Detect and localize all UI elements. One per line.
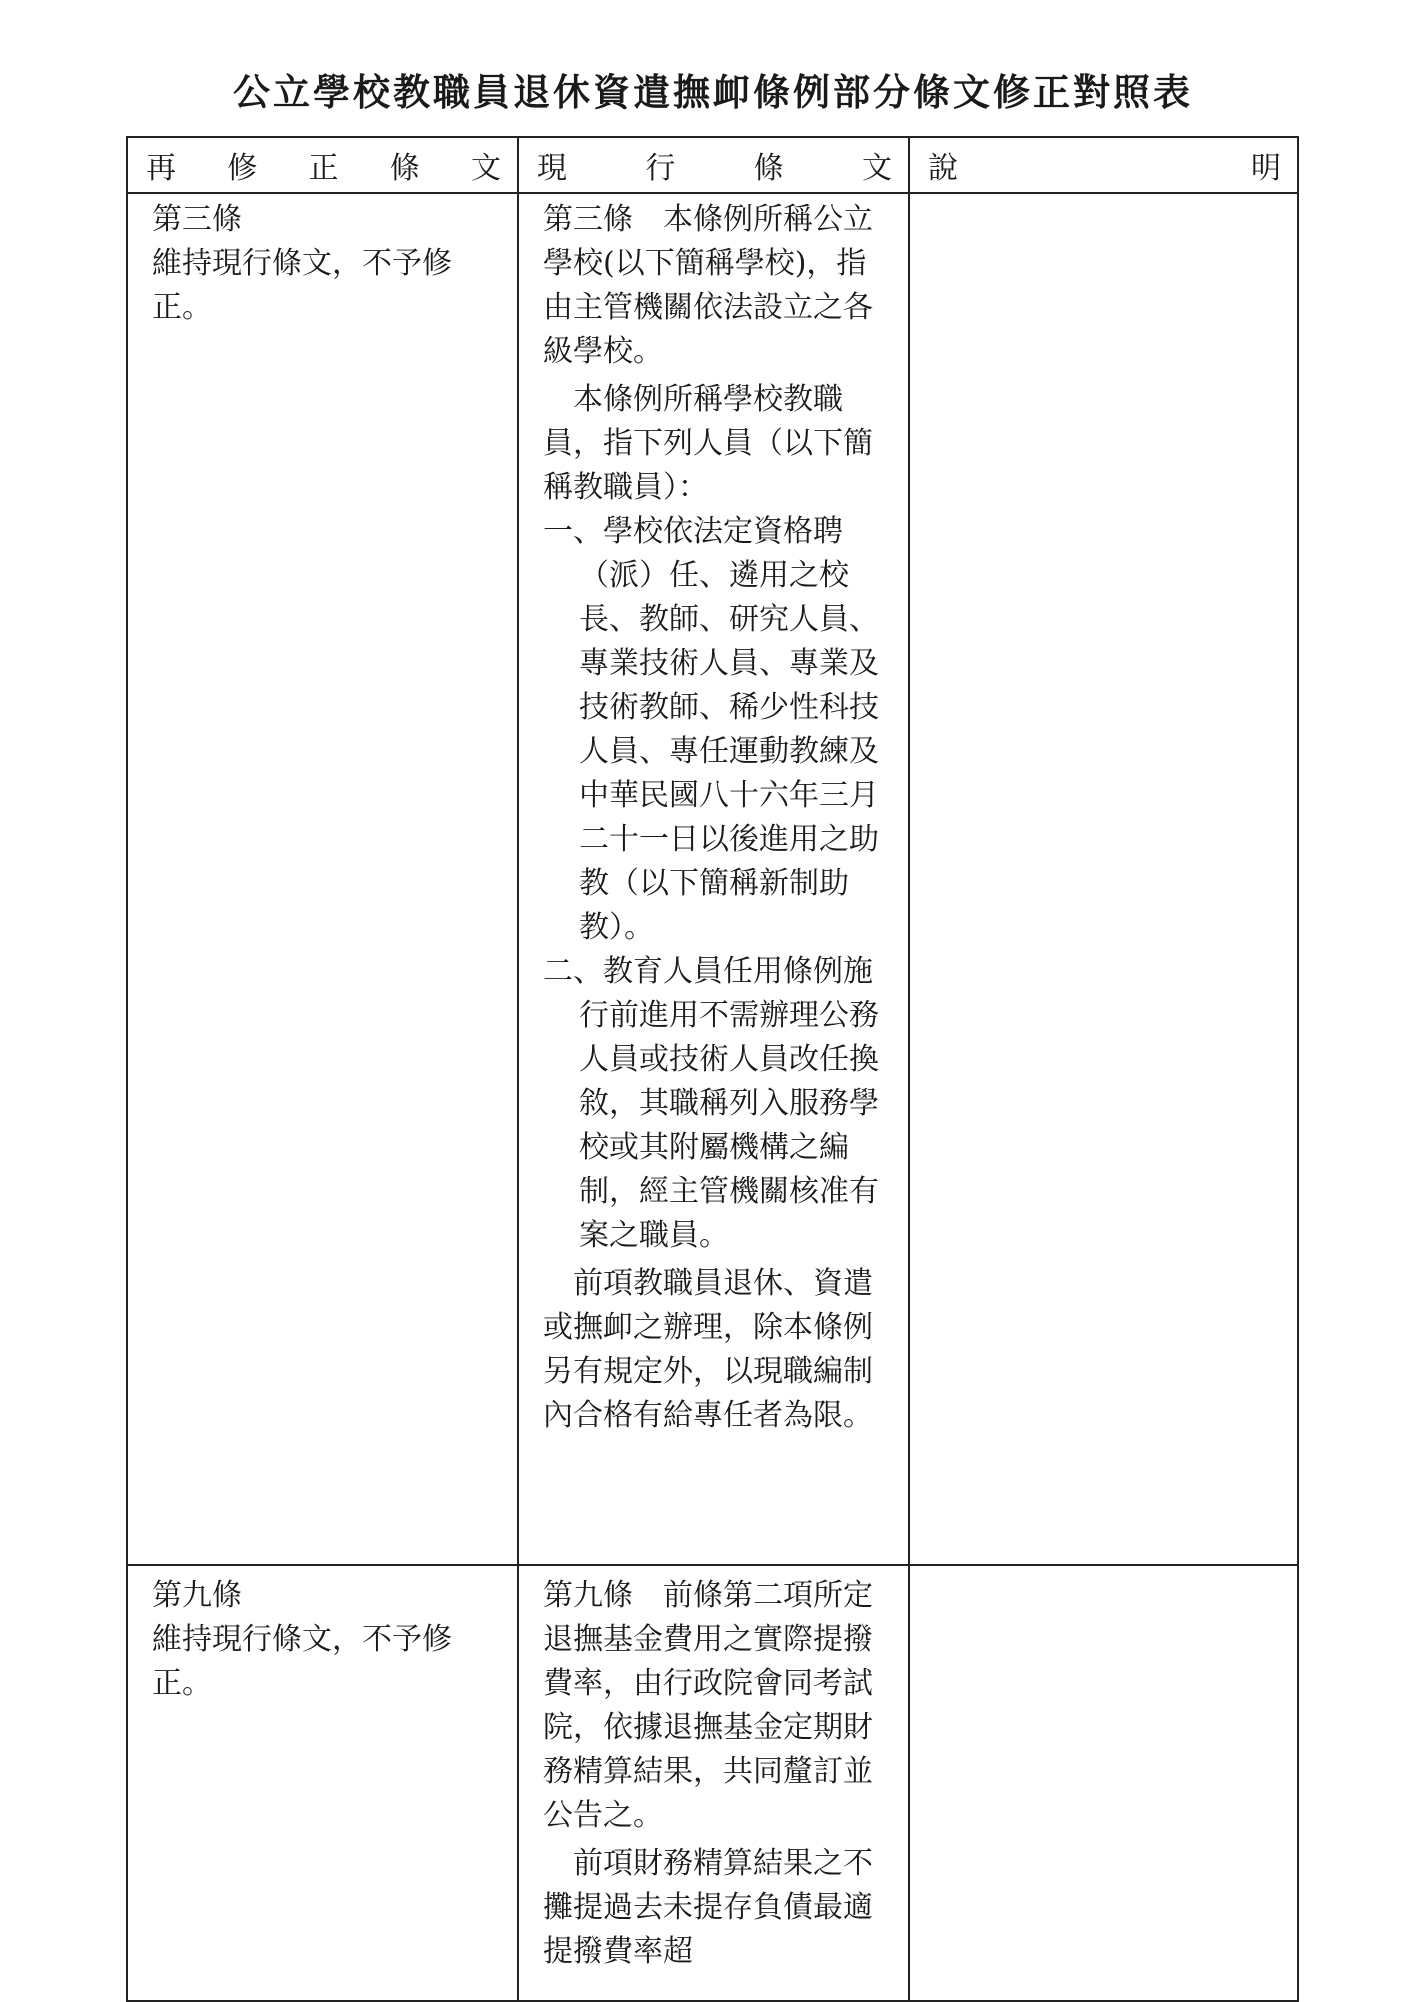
header-revised [127,137,518,193]
revised-cell [127,193,518,1565]
current-cell [518,193,909,1565]
header-revised-char: 正 [308,151,339,186]
revision-note: 維持現行條文，不予修正。 [152,246,452,325]
article-text: 第三條 本條例所稱公立學校(以下簡稱學校)，指由主管機關依法設立之各級學校。 [543,202,873,369]
article-item: 一、學校依法定資格聘（派）任、遴用之校長、教師、研究人員、專業技術人員、專業及技術教師、稀少性科技人員、專任運動教練及中華民國八十六年三月二十一日以後進用之助教（以下簡稱新制助教）。 [543,514,879,945]
header-revised-char: 再 [146,151,176,186]
explanation-cell [909,193,1298,1565]
article-number: 第九條 [152,1578,242,1613]
current-cell [518,1565,909,2001]
article-paragraph: 前項財務精算結果之不攤提過去未提存負債最適提撥費率超 [543,1846,873,1969]
header-explanation-char: 明 [1251,151,1281,186]
table-header-row [127,137,1298,193]
explanation-text [910,194,1297,198]
table-row [127,193,1298,1565]
header-revised-char: 修 [227,151,258,186]
header-revised-char: 文 [471,151,501,186]
article-paragraph: 本條例所稱學校教職員，指下列人員（以下簡稱教職員）： [543,382,873,505]
header-current-char: 文 [861,151,892,186]
header-explanation-char: 說 [928,151,958,186]
comparison-table [126,136,1299,2002]
table-row [127,1565,1298,2001]
article-item: 二、教育人員任用條例施行前進用不需辦理公務人員或技術人員改任換敘，其職稱列入服務學校或其附屬機構之編制，經主管機關核准有案之職員。 [543,954,879,1253]
header-current [518,137,909,193]
header-current-char: 條 [753,151,784,186]
header-revised-char: 條 [389,151,420,186]
article-number: 第三條 [152,202,242,237]
header-explanation [909,137,1298,193]
article-text: 第九條 前條第二項所定退撫基金費用之實際提撥費率，由行政院會同考試院，依據退撫基金定期財務精算結果，共同釐訂並公告之。 [543,1578,873,1833]
revised-cell [127,1565,518,2001]
explanation-cell [909,1565,1298,2001]
article-paragraph: 前項教職員退休、資遣或撫卹之辦理，除本條例另有規定外，以現職編制內合格有給專任者為限。 [543,1266,873,1433]
revision-note: 維持現行條文，不予修正。 [152,1622,452,1701]
header-current-char: 行 [645,151,676,186]
header-current-char: 現 [537,151,567,186]
explanation-text [910,1566,1297,1574]
document-title: 公立學校教職員退休資遣撫卹條例部分條文修正對照表 [233,70,1193,114]
